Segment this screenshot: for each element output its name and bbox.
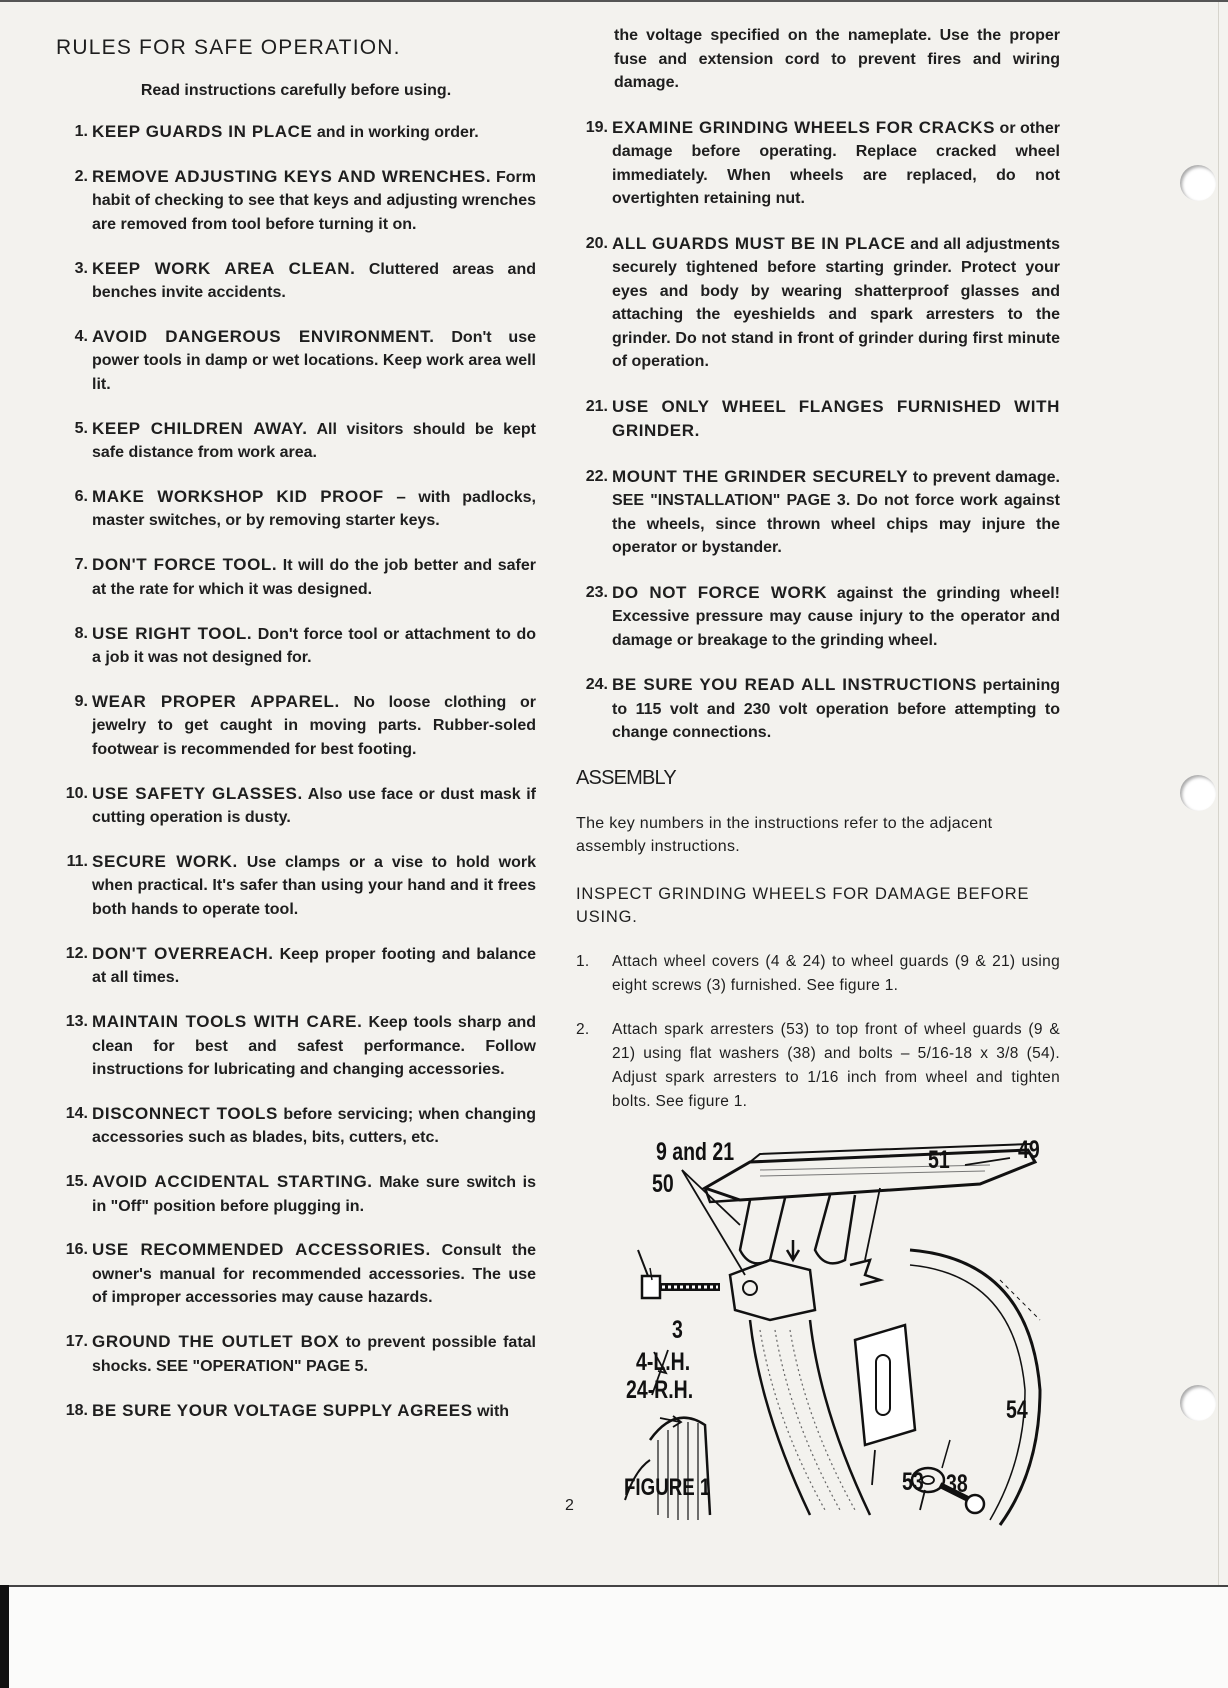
rule-number: 15. xyxy=(65,1173,88,1191)
rule-heading: MAINTAIN TOOLS WITH CARE. xyxy=(92,1012,363,1032)
scan-bottom-margin xyxy=(0,1585,1228,1688)
rule-number: 1. xyxy=(74,123,88,140)
rule-heading: MAKE WORKSHOP KID PROOF – xyxy=(92,486,407,506)
rule-number: 4. xyxy=(74,327,88,345)
figure-1 xyxy=(610,1136,1050,1530)
rule-body: Cluttered areas and benches invite accidents. xyxy=(92,260,537,302)
rule-item xyxy=(56,417,536,465)
rule-body: Also use face or dust mask if cutting operation is dusty. xyxy=(92,785,536,827)
rule-body: to prevent possible fatal shocks. SEE "OPERATION" PAGE 5. xyxy=(92,1334,537,1375)
callout-53: 53 xyxy=(902,1468,924,1496)
rule-heading: SECURE WORK. xyxy=(92,851,238,871)
rule-heading: KEEP CHILDREN AWAY. xyxy=(92,418,308,438)
step-text: Attach wheel covers (4 & 24) to wheel guards (9 & 21) using eight screws (3) furnished. See figure 1. xyxy=(612,952,1060,994)
rule-heading: ALL GUARDS MUST BE IN PLACE xyxy=(612,233,906,253)
rule-item xyxy=(576,581,1060,653)
rule-body: It will do the job better and safer at the rate for which it was designed. xyxy=(92,557,537,598)
rule-body: Don't force tool or attachment to do a job it was not designed for. xyxy=(92,625,536,667)
rule-heading: DISCONNECT TOOLS xyxy=(92,1103,278,1123)
rule-item xyxy=(56,1399,536,1424)
rule-heading: GROUND THE OUTLET BOX xyxy=(92,1332,340,1352)
rule-number: 10. xyxy=(65,784,88,802)
rule-18-continuation: the voltage specified on the nameplate. Use the proper fuse and extension cord to prevent fires and wiring damage. xyxy=(614,27,1060,91)
rule-body: and in working order. xyxy=(312,124,479,141)
rule-heading: WEAR PROPER APPAREL. xyxy=(92,691,340,711)
rule-body: Keep proper footing and balance at all times. xyxy=(92,945,537,987)
rule-item xyxy=(56,1102,536,1150)
rule-item xyxy=(56,485,536,533)
callout-38: 38 xyxy=(946,1470,968,1498)
rule-number: 12. xyxy=(65,944,88,962)
rule-body: No loose clothing or jewelry to get caught in moving parts. Rubber-soled footwear is recommended for best footing. xyxy=(92,693,536,758)
rule-heading: KEEP GUARDS IN PLACE xyxy=(92,122,313,141)
page-bottom-edge xyxy=(0,1585,1228,1587)
rule-body: Keep tools sharp and clean for best and safest performance. Follow instructions for lubricating and changing accessories. xyxy=(92,1014,537,1079)
rule-heading: USE ONLY WHEEL FLANGES FURNISHED WITH GRINDER. xyxy=(612,396,1060,440)
figure-label: FIGURE 1 xyxy=(624,1474,711,1501)
callout-50: 50 xyxy=(652,1170,674,1198)
rule-number: 8. xyxy=(74,624,88,642)
rule-number: 17. xyxy=(65,1333,88,1351)
rule-heading: DON'T FORCE TOOL. xyxy=(92,555,278,575)
callout-51: 51 xyxy=(928,1146,950,1174)
section-title: RULES FOR SAFE OPERATION. xyxy=(56,36,401,59)
rule-number: 16. xyxy=(65,1241,88,1259)
inspect-heading: INSPECT GRINDING WHEELS FOR DAMAGE BEFORE USING. xyxy=(576,884,1030,926)
callout-4-lh: 4-L.H. xyxy=(636,1348,691,1376)
rule-heading: USE RIGHT TOOL. xyxy=(92,623,253,643)
rule-item xyxy=(56,257,536,305)
rule-item xyxy=(56,553,536,601)
rule-heading: USE RECOMMENDED ACCESSORIES. xyxy=(92,1240,431,1260)
rule-number: 24. xyxy=(585,676,608,693)
rule-body: to prevent damage. SEE "INSTALLATION" PAGE 3. Do not force work against the wheels, since thrown wheel chips may injure the operator or bystander. xyxy=(612,468,1060,556)
rule-number: 5. xyxy=(74,419,88,437)
rule-number: 6. xyxy=(74,487,88,505)
rule-heading: DON'T OVERREACH. xyxy=(92,943,274,963)
rule-item xyxy=(576,232,1060,374)
rule-item xyxy=(56,1330,536,1378)
rules-list-left xyxy=(56,120,536,1423)
rule-number: 19. xyxy=(585,118,608,136)
rule-item xyxy=(56,1238,536,1310)
step-number: 2. xyxy=(576,1020,590,1038)
rule-body: All visitors should be kept safe distance from work area. xyxy=(92,420,537,462)
rule-number: 13. xyxy=(65,1013,88,1031)
rule-heading: KEEP WORK AREA CLEAN. xyxy=(92,258,356,278)
binder-hole-middle xyxy=(1180,775,1216,811)
page-number: 2 xyxy=(565,1497,574,1514)
rule-item xyxy=(576,673,1060,745)
assembly-steps xyxy=(576,950,1060,1114)
rule-body: pertaining to 115 volt and 230 volt operation before attempting to change connections. xyxy=(612,677,1061,741)
intro-text: Read instructions carefully before using. xyxy=(140,82,452,99)
assembly-step xyxy=(576,1018,1060,1114)
callout-54: 54 xyxy=(1006,1396,1028,1424)
rule-heading: USE SAFETY GLASSES. xyxy=(92,783,303,803)
rule-item xyxy=(56,1170,536,1218)
callout-49: 49 xyxy=(1018,1136,1040,1164)
callout-9-and-21: 9 and 21 xyxy=(656,1138,735,1166)
rule-number: 21. xyxy=(585,397,608,415)
rule-item xyxy=(56,165,536,237)
rule-number: 3. xyxy=(74,259,88,277)
rule-number: 23. xyxy=(585,583,608,601)
rule-heading: REMOVE ADJUSTING KEYS AND WRENCHES. xyxy=(92,166,492,186)
rule-item xyxy=(56,850,536,922)
binder-hole-top xyxy=(1180,165,1216,201)
rule-body: against the grinding wheel! Excessive pressure may cause injury to the operator and damage or breakage to the grinding wheel. xyxy=(612,584,1061,649)
rules-list-right xyxy=(576,116,1060,745)
rule-body: Use clamps or a vise to hold work when practical. It's safer than using your hand and it frees both hands to operate tool. xyxy=(92,853,536,918)
rule-item xyxy=(56,120,536,145)
rule-heading: AVOID ACCIDENTAL STARTING. xyxy=(92,1172,373,1192)
rule-heading: BE SURE YOU READ ALL INSTRUCTIONS xyxy=(612,675,977,694)
rule-item xyxy=(56,325,536,397)
scan-left-shadow xyxy=(0,1585,9,1688)
rule-item xyxy=(56,1010,536,1082)
rule-heading: MOUNT THE GRINDER SECURELY xyxy=(612,466,909,486)
rule-heading: BE SURE YOUR VOLTAGE SUPPLY AGREES xyxy=(92,1400,473,1420)
rule-item xyxy=(56,622,536,670)
binder-hole-bottom xyxy=(1180,1385,1216,1421)
top-edge xyxy=(0,0,1228,2)
rule-number: 18. xyxy=(65,1401,88,1419)
rule-heading: EXAMINE GRINDING WHEELS FOR CRACKS xyxy=(612,117,996,137)
assembly-step xyxy=(576,950,1060,998)
rule-number: 7. xyxy=(74,556,88,574)
rule-body: with xyxy=(472,1402,510,1420)
rule-heading: AVOID DANGEROUS ENVIRONMENT. xyxy=(92,326,435,346)
rule-body: with padlocks, master switches, or by removing starter keys. xyxy=(92,488,536,530)
rule-body: before servicing; when changing accessories such as blades, bits, cutters, etc. xyxy=(92,1105,536,1147)
rule-item xyxy=(56,942,536,990)
rule-body: Form habit of checking to see that keys and adjusting wrenches are removed from tool before turning it on. xyxy=(92,168,536,233)
assembly-heading: ASSEMBLY xyxy=(576,766,676,789)
rule-number: 2. xyxy=(74,167,88,185)
step-text: Attach spark arresters (53) to top front of wheel guards (9 & 21) using flat washers (38) and bolts – 5/16-18 x 3/8 (54). Adjust spark arresters to 1/16 inch from wheel and tighten bolts. See figure 1. xyxy=(612,1020,1060,1110)
left-column xyxy=(56,30,536,1423)
rule-item xyxy=(576,116,1060,211)
rule-body: or other damage before operating. Replace cracked wheel immediately. When wheels are replaced, do not overtighten retaining nut. xyxy=(612,119,1061,207)
rule-number: 14. xyxy=(65,1104,88,1122)
rule-heading: DO NOT FORCE WORK xyxy=(612,582,828,602)
rule-item xyxy=(576,395,1060,444)
rule-body: Make sure switch is in "Off" position before plugging in. xyxy=(92,1174,537,1215)
rule-body: and all adjustments securely tightened before starting grinder. Protect your eyes and body by wearing shatterproof glasses and attaching the eyeshields and spark arresters to the grinder. Do not stand in front of grinder during first minute of operation. xyxy=(612,235,1060,370)
rule-item xyxy=(56,782,536,830)
callout-3: 3 xyxy=(672,1316,683,1344)
rule-body: Consult the owner's manual for recommended accessories. The use of improper accessories may cause hazards. xyxy=(92,1242,536,1307)
rule-number: 9. xyxy=(74,692,88,710)
callout-24-rh: 24-R.H. xyxy=(626,1376,694,1404)
step-number: 1. xyxy=(576,952,590,970)
rule-number: 22. xyxy=(585,467,608,485)
rule-item xyxy=(576,465,1060,560)
rule-number: 20. xyxy=(585,234,608,252)
assembly-intro: The key numbers in the instructions refer to the adjacent assembly instructions. xyxy=(576,814,993,855)
right-column xyxy=(576,24,1060,1114)
rule-number: 11. xyxy=(66,852,88,870)
rule-item xyxy=(56,690,536,762)
rule-body: Don't use power tools in damp or wet locations. Keep work area well lit. xyxy=(92,328,536,393)
